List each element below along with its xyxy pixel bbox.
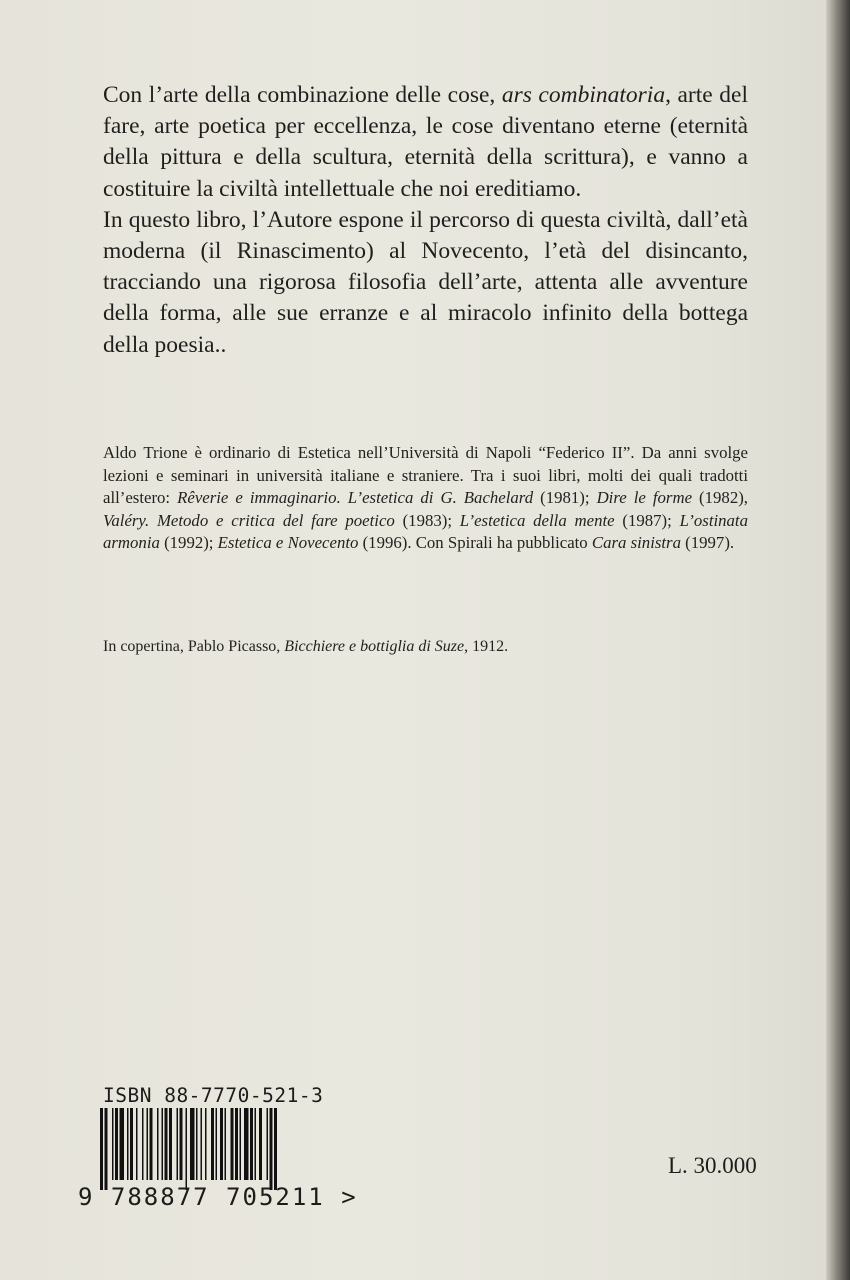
barcode-bar	[165, 1108, 168, 1180]
barcode-bar	[142, 1108, 144, 1180]
barcode-bar	[190, 1108, 195, 1180]
barcode-bar	[201, 1108, 203, 1180]
cover-credit	[103, 636, 748, 658]
barcode-bar	[267, 1108, 269, 1180]
barcode-bar	[235, 1108, 238, 1180]
barcode	[98, 1108, 310, 1190]
barcode-bar	[169, 1108, 172, 1180]
barcode-bar	[127, 1108, 129, 1180]
barcode-bar	[250, 1108, 253, 1180]
bio-text: (1996). Con Spirali ha pubblicato	[358, 533, 592, 553]
barcode-bar	[130, 1108, 133, 1180]
bio-text: (1982),	[692, 488, 748, 508]
credit-suffix: , 1912.	[464, 638, 509, 655]
bio-text: (1983);	[394, 510, 460, 530]
barcode-bar	[216, 1108, 218, 1180]
bio-book-title: Cara sinistra	[591, 533, 681, 553]
barcode-bar	[255, 1108, 257, 1180]
barcode-bar	[205, 1108, 207, 1180]
credit-artwork: Bicchiere e bottiglia di Suze	[284, 638, 465, 655]
barcode-bar	[270, 1108, 273, 1190]
bio-text: (1997).	[680, 533, 735, 553]
blurb-p1-end: , arte del fare, arte poetica per eccellenza, le cose diventano eterne (eternità della pittura e della scultura, eternità della scrittura), e vanno a costituire la civiltà intellettuale che noi ereditiamo.	[103, 82, 748, 202]
isbn-label: ISBN 88-7770-521-3	[103, 1084, 324, 1107]
barcode-bar	[220, 1108, 223, 1180]
barcode-bar	[225, 1108, 227, 1180]
bio-text: (1981);	[533, 488, 597, 508]
barcode-bar	[177, 1108, 179, 1180]
bio-book-title: Estetica e Novecento	[217, 533, 359, 553]
barcode-bar	[147, 1108, 149, 1180]
barcode-digits: 9 788877 705211 >	[78, 1183, 358, 1211]
bio-book-title: L’estetica della mente	[459, 510, 615, 530]
barcode-bar	[180, 1108, 183, 1180]
barcode-bar	[105, 1108, 108, 1190]
barcode-bar	[186, 1108, 188, 1190]
barcode-bar	[196, 1108, 198, 1180]
barcode-bar	[211, 1108, 214, 1180]
barcode-bar	[157, 1108, 159, 1180]
barcode-bar	[115, 1108, 118, 1180]
bio-book-title: L’ostinata armonia	[103, 510, 748, 553]
barcode-bar	[162, 1108, 164, 1180]
barcode-bar	[259, 1108, 262, 1180]
blurb-p1-italic: ars combinatoria	[501, 82, 666, 108]
bio-book-title: Dire le forme	[596, 488, 693, 508]
barcode-bar	[100, 1108, 103, 1190]
book-spine-edge	[826, 0, 850, 1280]
bio-book-title: Valéry. Metodo e critica del fare poetico	[103, 510, 395, 530]
credit-prefix: In copertina, Pablo Picasso,	[103, 638, 285, 655]
bio-text: (1992);	[159, 533, 218, 553]
price: L. 30.000	[668, 1153, 757, 1178]
barcode-bar	[240, 1108, 242, 1180]
author-bio	[103, 442, 748, 555]
barcode-bar	[120, 1108, 125, 1180]
barcode-bar	[274, 1108, 277, 1190]
barcode-bar	[136, 1108, 138, 1180]
barcode-bar	[244, 1108, 249, 1180]
blurb-paragraph-1	[103, 80, 748, 205]
bio-text: Aldo Trione è ordinario di Estetica nell’Università di Napoli “Federico II”. Da anni svolge lezioni e seminari in università italiane e straniere. Tra i suoi libri, molti dei quali tradotti all’estero:	[103, 443, 748, 508]
blurb-text	[103, 80, 748, 361]
barcode-bar	[112, 1108, 114, 1180]
barcode-bar	[150, 1108, 153, 1180]
bio-book-title: Rêverie e immaginario. L’estetica di G. Bachelard	[177, 488, 534, 508]
blurb-paragraph-2: In questo libro, l’Autore espone il percorso di questa civiltà, dall’età moderna (il Rinascimento) al Novecento, l’età del disincanto, tracciando una rigorosa filosofia dell’arte, attenta alle avventure della forma, alle sue erranze e al miracolo infinito della bottega della poesia..	[103, 206, 748, 358]
barcode-bar	[231, 1108, 234, 1180]
blurb-p1-start: Con l’arte della combinazione delle cose,	[103, 82, 502, 108]
bio-text: (1987);	[614, 510, 680, 530]
